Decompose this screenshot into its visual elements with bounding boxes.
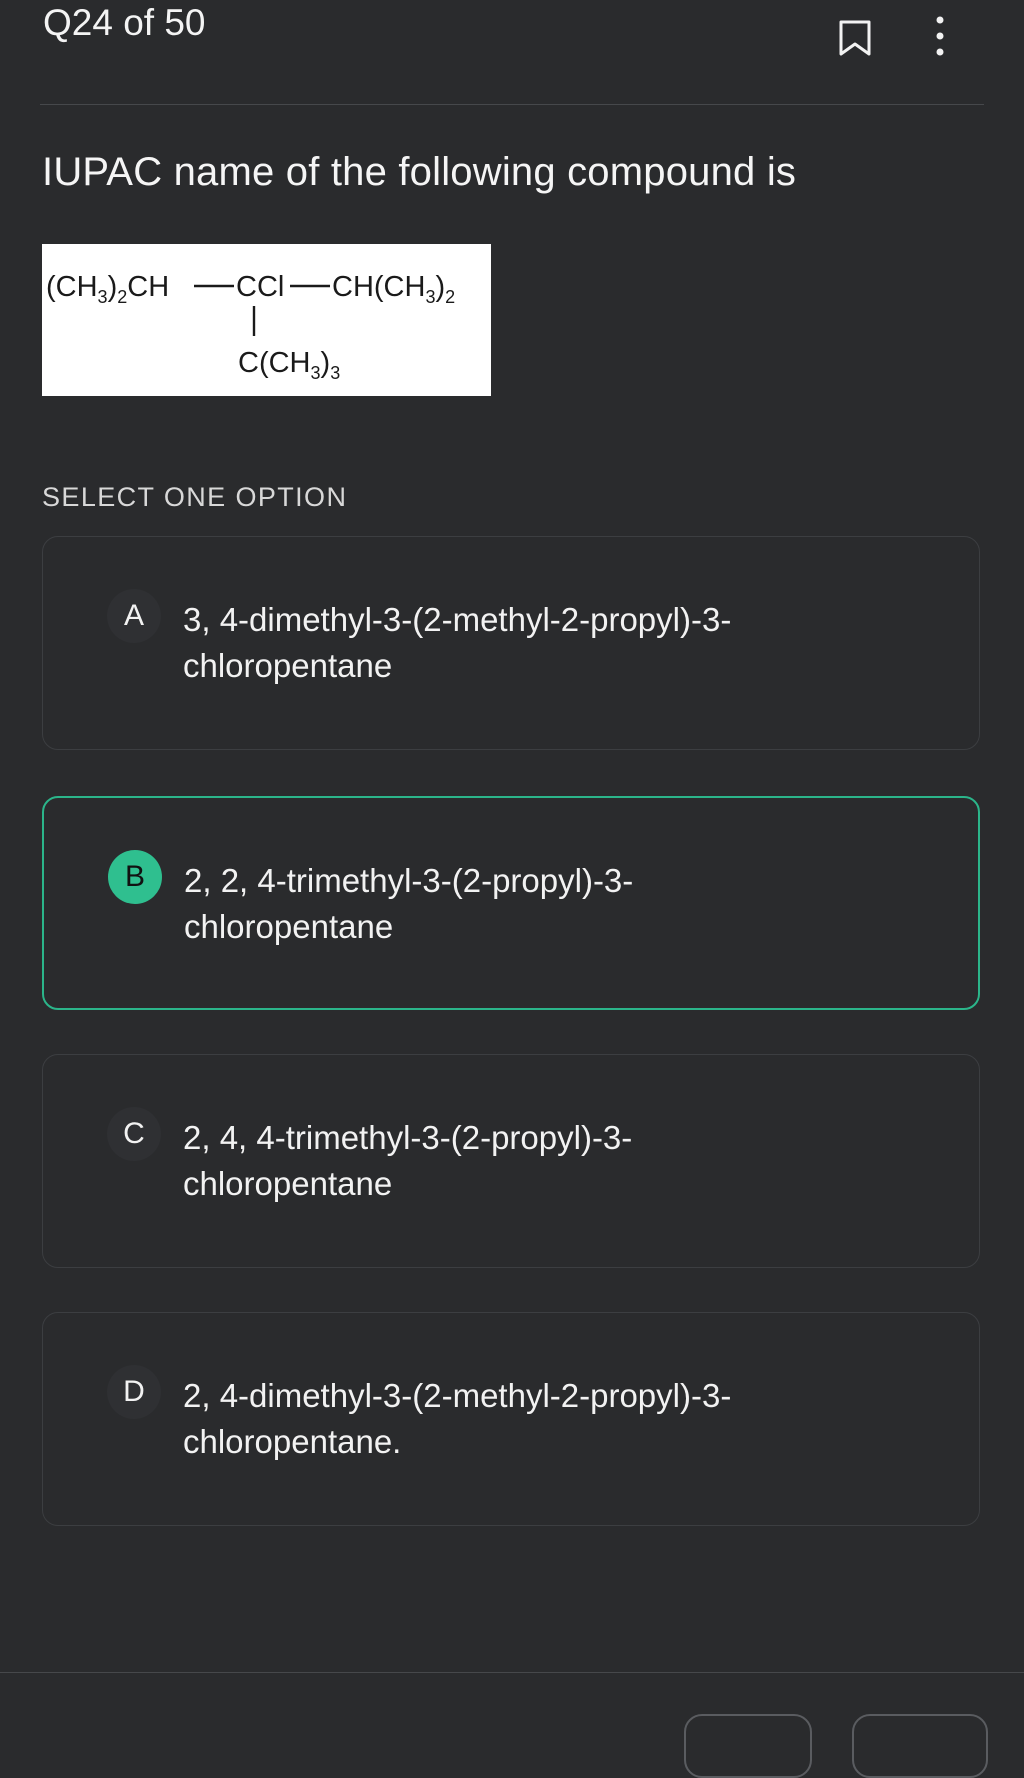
more-vertical-icon[interactable] <box>925 10 955 62</box>
question-counter: Q24 of 50 <box>43 2 206 43</box>
option-text-line2: chloropentane <box>183 1165 393 1202</box>
svg-text:C(CH3)3: $C(CH_3)_3$ <box>238 347 341 383</box>
option-d[interactable] <box>42 1312 980 1526</box>
select-one-option-label: SELECT ONE OPTION <box>42 482 348 512</box>
option-letter: D <box>107 1365 161 1419</box>
option-text <box>183 1373 823 1465</box>
option-text-line2: chloropentane <box>184 908 394 945</box>
structural-formula <box>42 244 491 396</box>
option-text <box>184 858 824 950</box>
option-text-line2: chloropentane <box>183 647 393 684</box>
option-text <box>183 597 823 689</box>
question-text: IUPAC name of the following compound is <box>42 150 797 194</box>
svg-text:(CH3)2CH: $(CH_3)_2CH$ <box>46 271 170 307</box>
option-text-line1: 2, 4-dimethyl-3-(2-methyl-2-propyl)-3- <box>183 1377 732 1414</box>
option-text-line1: 3, 4-dimethyl-3-(2-methyl-2-propyl)-3- <box>183 601 732 638</box>
svg-text:CH(CH3)2: $CH(CH_3)_2$ <box>332 271 456 307</box>
compound-structure-image <box>42 244 491 396</box>
option-letter: C <box>107 1107 161 1161</box>
option-letter: B <box>108 850 162 904</box>
option-text <box>183 1115 823 1207</box>
bookmark-icon[interactable] <box>836 18 874 58</box>
bottom-button-left[interactable] <box>684 1714 812 1778</box>
top-bar <box>0 0 1024 104</box>
option-a[interactable] <box>42 536 980 750</box>
option-text-line2: chloropentane. <box>183 1423 402 1460</box>
header-divider <box>40 104 984 105</box>
option-b[interactable] <box>42 796 980 1010</box>
option-letter: A <box>107 589 161 643</box>
option-text-line1: 2, 2, 4-trimethyl-3-(2-propyl)-3- <box>184 862 634 899</box>
bottom-button-right[interactable] <box>852 1714 988 1778</box>
svg-text:CCl: CCl <box>236 271 285 303</box>
option-text-line1: 2, 4, 4-trimethyl-3-(2-propyl)-3- <box>183 1119 633 1156</box>
option-c[interactable] <box>42 1054 980 1268</box>
bottom-divider <box>0 1672 1024 1673</box>
